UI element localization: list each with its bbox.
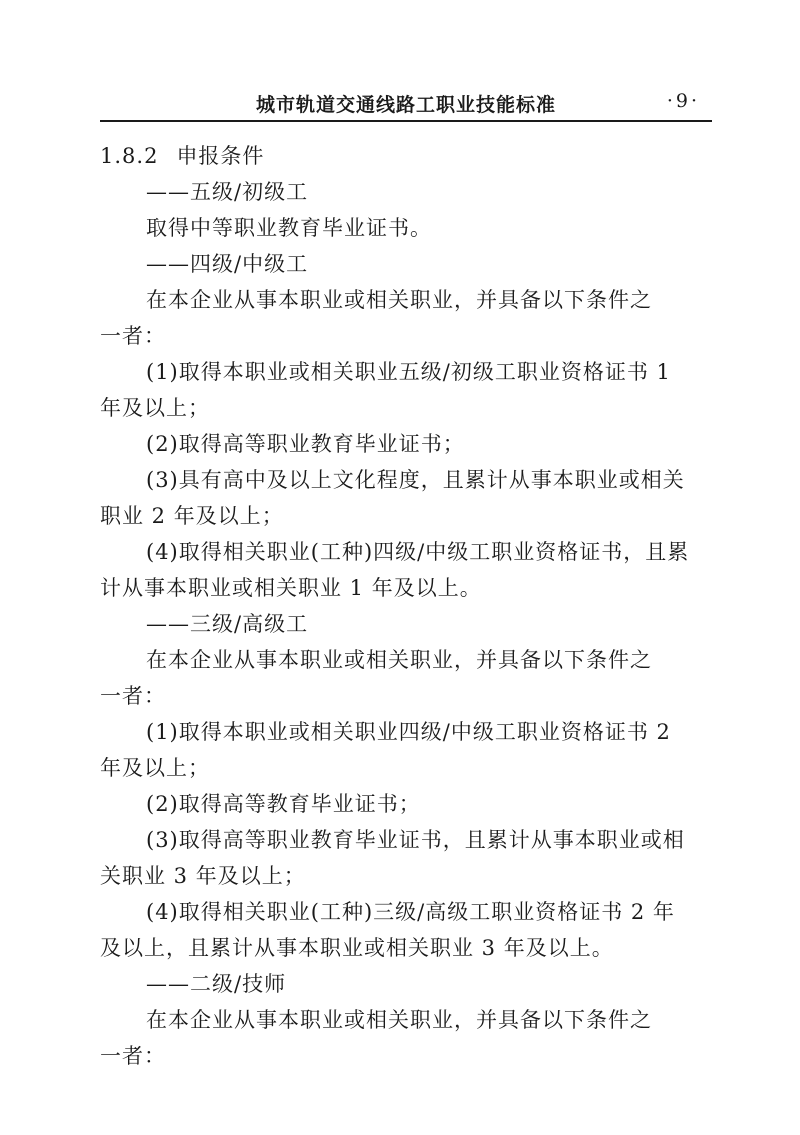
list-item-continuation: 年及以上；: [100, 396, 210, 420]
section-heading: [100, 138, 712, 174]
list-item: (3)具有高中及以上文化程度，且累计从事本职业或相关: [146, 468, 685, 492]
level-heading: ——三级/高级工: [146, 612, 309, 636]
list-item: (4)取得相关职业(工种)三级/高级工职业资格证书 2 年: [146, 900, 675, 924]
header-title: 城市轨道交通线路工职业技能标准: [255, 94, 556, 116]
list-item-continuation: 关职业 3 年及以上；: [100, 864, 306, 888]
list-item: (4)取得相关职业(工种)四级/中级工职业资格证书，且累: [146, 540, 690, 564]
paragraph-line: 在本企业从事本职业或相关职业，并具备以下条件之: [146, 288, 652, 312]
list-item: (1)取得本职业或相关职业五级/初级工职业资格证书 1: [146, 360, 671, 384]
list-item-continuation: 职业 2 年及以上；: [100, 504, 284, 528]
list-item: (2)取得高等教育毕业证书；: [146, 792, 421, 816]
level-heading: ——五级/初级工: [146, 180, 309, 204]
list-item-continuation: 计从事本职业或相关职业 1 年及以上。: [100, 576, 482, 600]
paragraph-line: 取得中等职业教育毕业证书。: [146, 216, 432, 240]
document-body: [100, 138, 712, 1074]
paragraph-line: 一者：: [100, 684, 166, 708]
paragraph-line: 在本企业从事本职业或相关职业，并具备以下条件之: [146, 648, 652, 672]
paragraph-line: 一者：: [100, 324, 166, 348]
level-heading: ——二级/技师: [146, 972, 287, 996]
paragraph-line: 在本企业从事本职业或相关职业，并具备以下条件之: [146, 1008, 652, 1032]
header-rule: [100, 120, 712, 122]
list-item: (2)取得高等职业教育毕业证书；: [146, 432, 465, 456]
paragraph-line: 一者：: [100, 1044, 166, 1068]
running-header: [100, 86, 712, 120]
section-title: 申报条件: [176, 144, 265, 168]
list-item-continuation: 年及以上；: [100, 756, 210, 780]
list-item: (3)取得高等职业教育毕业证书，且累计从事本职业或相: [146, 828, 685, 852]
page-number: ·9·: [666, 90, 700, 112]
section-number: 1.8.2: [100, 144, 159, 168]
level-heading: ——四级/中级工: [146, 252, 309, 276]
list-item: (1)取得本职业或相关职业四级/中级工职业资格证书 2: [146, 720, 671, 744]
list-item-continuation: 及以上，且累计从事本职业或相关职业 3 年及以上。: [100, 936, 614, 960]
